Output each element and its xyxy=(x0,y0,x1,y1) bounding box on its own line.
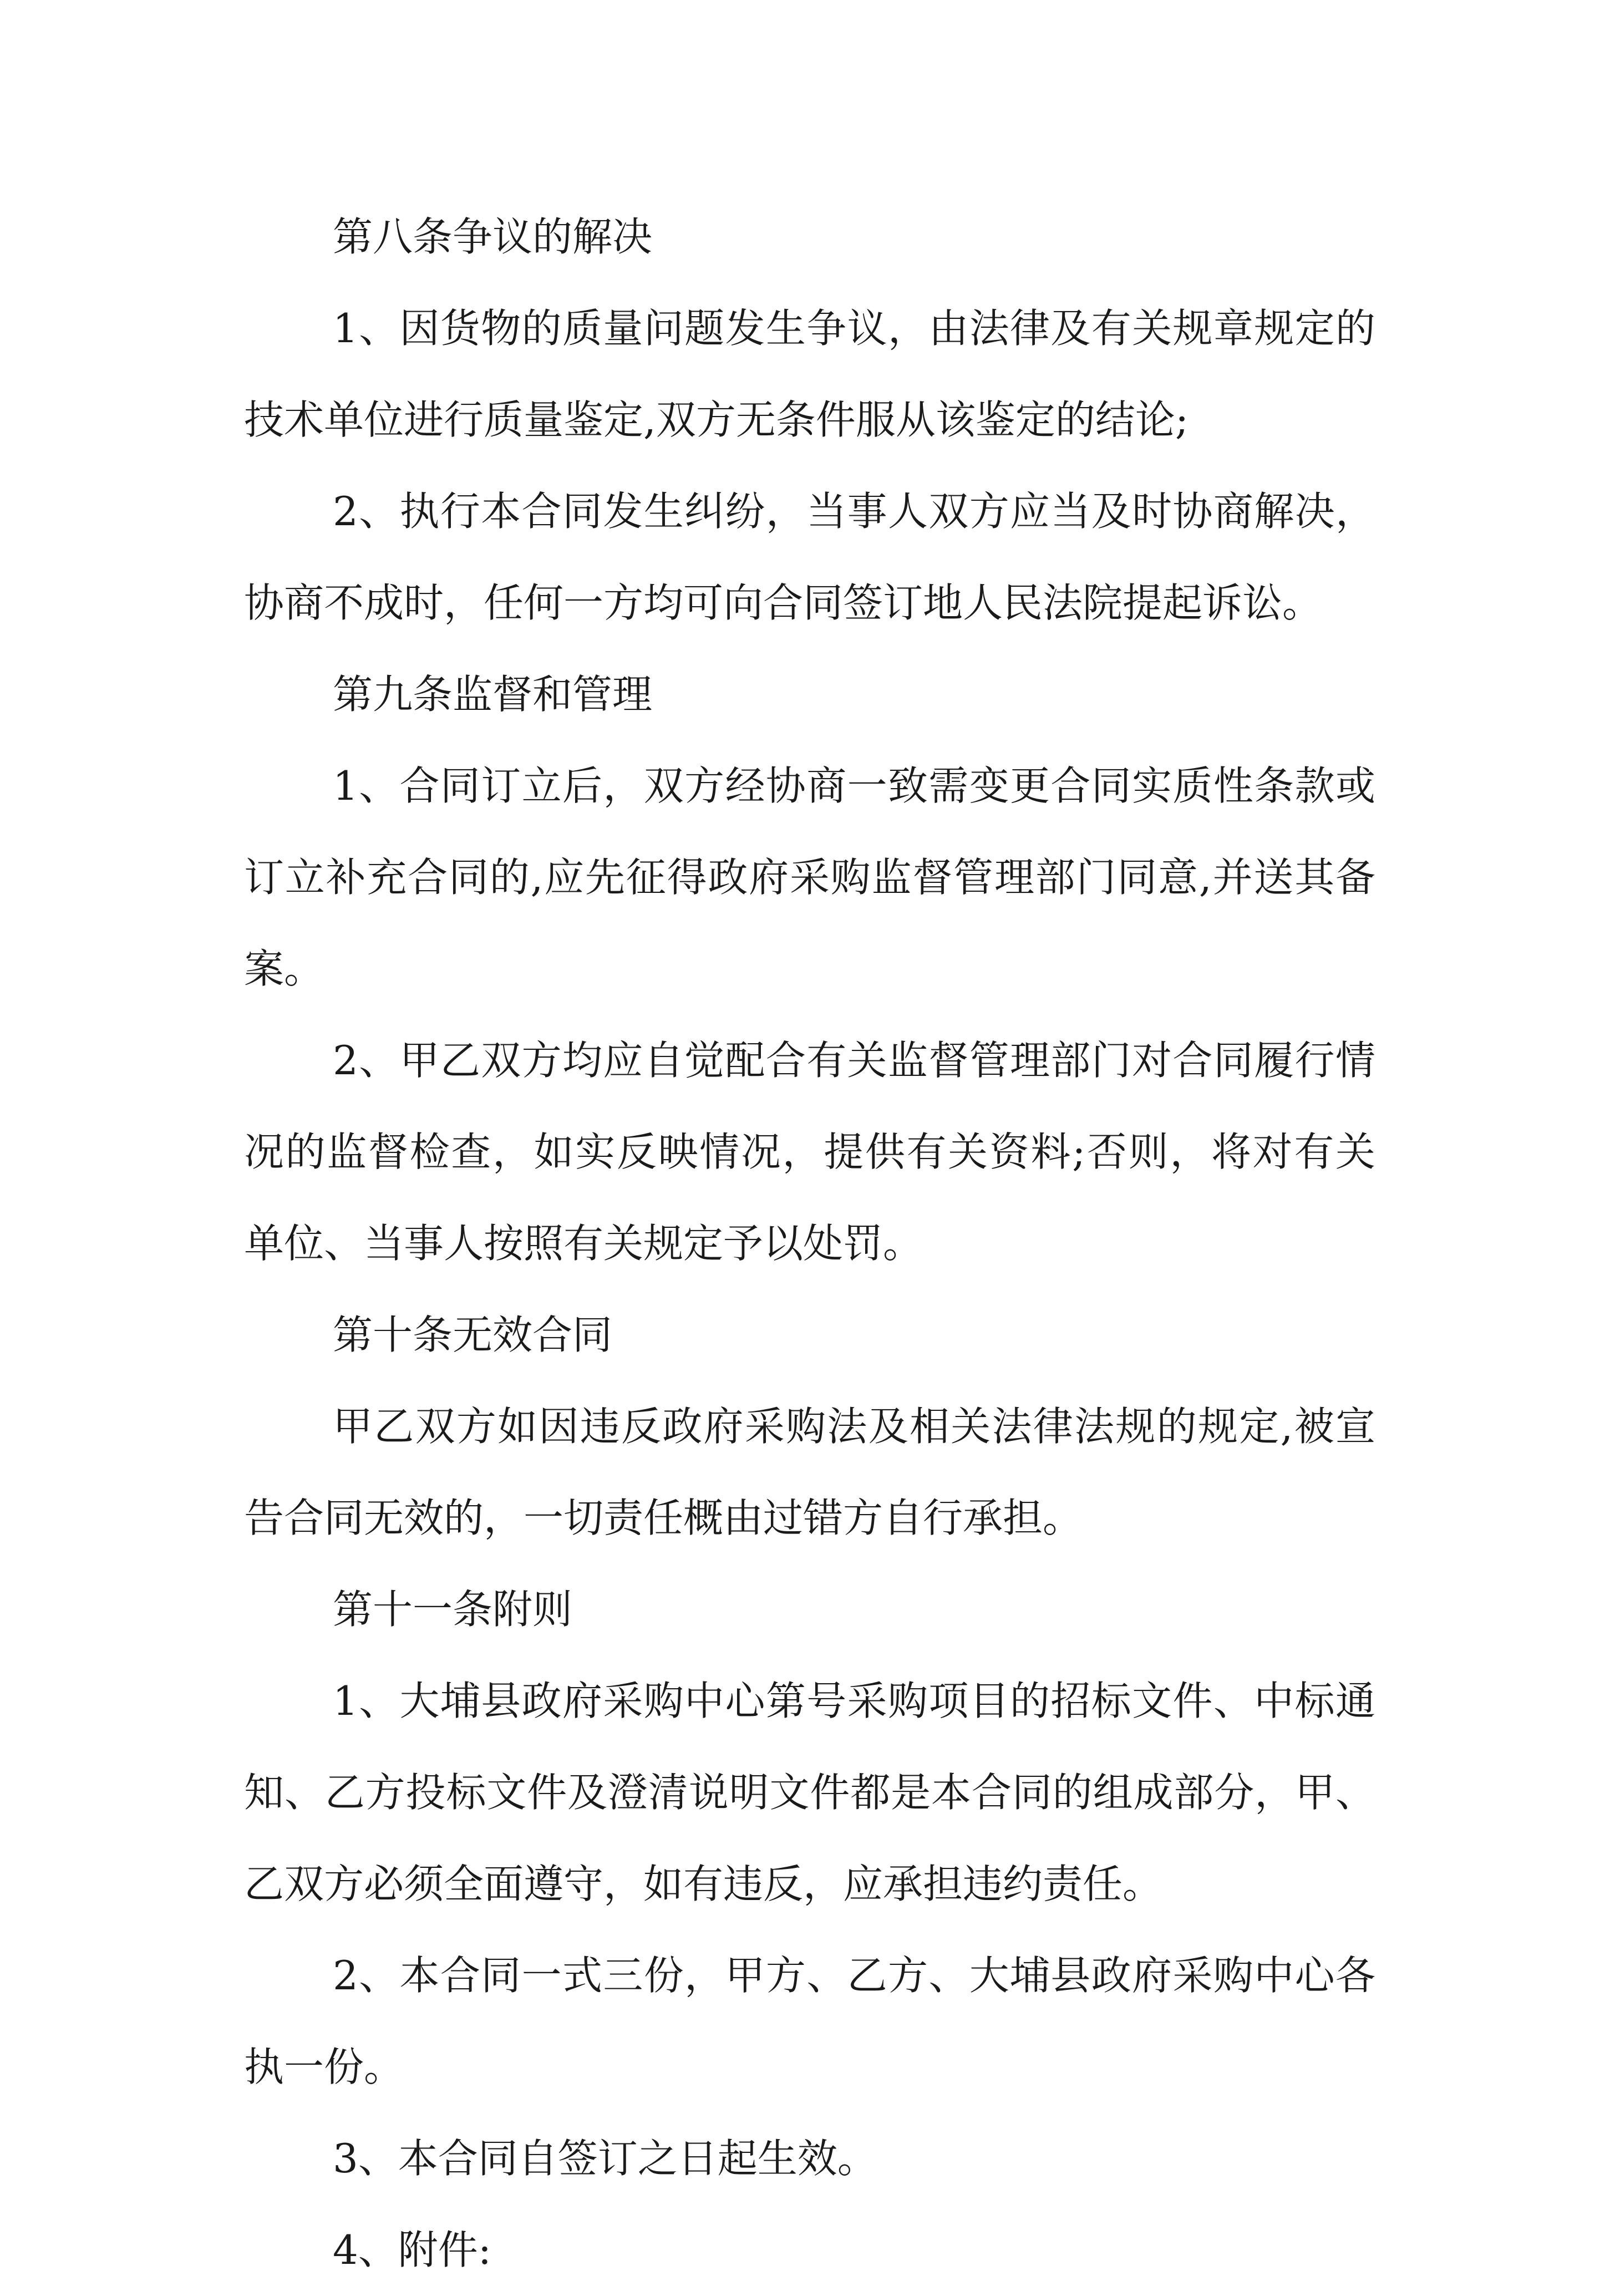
article-9-clause-1: 1、合同订立后，双方经协商一致需变更合同实质性条款或订立补充合同的,应先征得政府采购监督管理部门同意,并送其备案。 xyxy=(244,763,1375,992)
article-11-clause-1: 1、大埔县政府采购中心第号采购项目的招标文件、中标通知、乙方投标文件及澄清说明文件都是本合同的组成部分，甲、乙双方必须全面遵守，如有违反，应承担违约责任。 xyxy=(244,1678,1375,1907)
article-8-heading: 第八条争议的解决 xyxy=(333,214,653,260)
article-8-clause-2: 2、执行本合同发生纠纷，当事人双方应当及时协商解决，协商不成时，任何一方均可向合同签订地人民法院提起诉讼。 xyxy=(244,488,1375,626)
article-11-heading: 第十一条附则 xyxy=(333,1586,573,1633)
article-9-clause-2: 2、甲乙双方均应自觉配合有关监督管理部门对合同履行情况的监督检查，如实反映情况，提供有关资料;否则，将对有关单位、当事人按照有关规定予以处罚。 xyxy=(244,1037,1375,1267)
article-8-clause-1: 1、因货物的质量问题发生争议，由法律及有关规章规定的技术单位进行质量鉴定,双方无条件服从该鉴定的结论; xyxy=(244,305,1375,443)
article-10-clause: 甲乙双方如因违反政府采购法及相关法律法规的规定,被宣告合同无效的，一切责任概由过错方自行承担。 xyxy=(244,1403,1375,1541)
document-page xyxy=(244,191,1375,2296)
article-11-clause-4: 4、附件: xyxy=(333,2227,492,2273)
article-9-heading: 第九条监督和管理 xyxy=(333,671,653,718)
article-11-clause-3: 3、本合同自签订之日起生效。 xyxy=(333,2135,877,2182)
article-11-clause-2: 2、本合同一式三份，甲方、乙方、大埔县政府采购中心各执一份。 xyxy=(244,1952,1375,2090)
article-10-heading: 第十条无效合同 xyxy=(333,1312,613,1358)
